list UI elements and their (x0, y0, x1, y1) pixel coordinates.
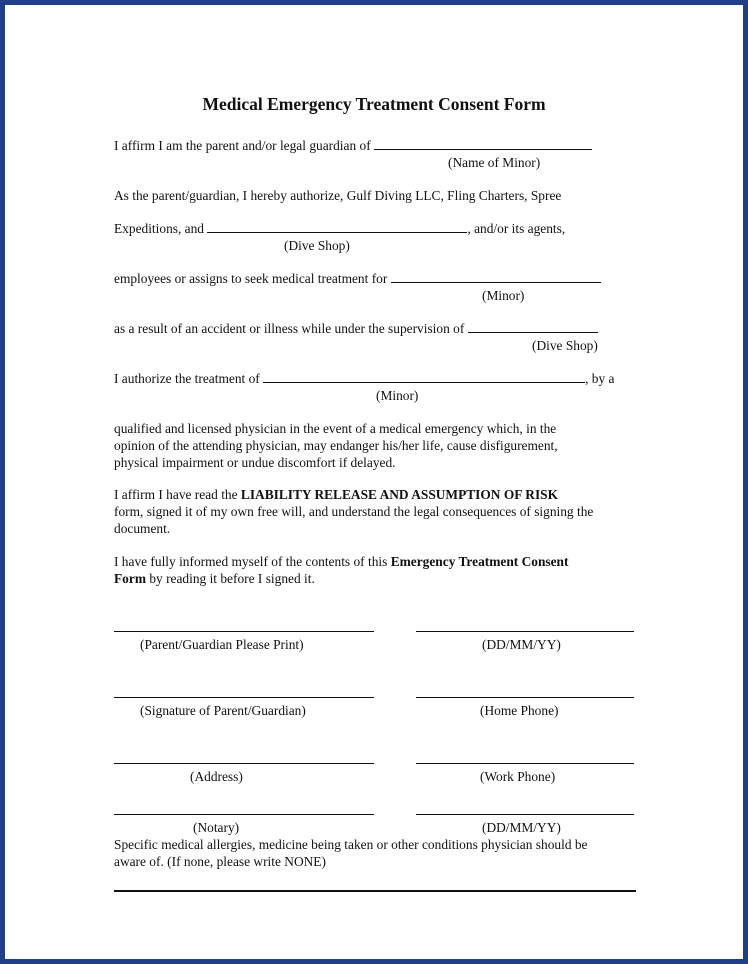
dive-shop-caption: (Dive Shop) (284, 238, 350, 253)
affirm-guardian-line: I affirm I am the parent and/or legal guardian of (114, 138, 592, 155)
address-caption: (Address) (190, 769, 243, 784)
supervision-line: as a result of an accident or illness while under the supervision of (114, 321, 598, 338)
informed-paragraph-line-2: Form by reading it before I signed it. (114, 571, 315, 586)
address-line[interactable] (114, 763, 374, 764)
minor-name-field[interactable] (374, 138, 592, 150)
treatment-minor-field[interactable] (263, 371, 585, 383)
allergies-paragraph-line-1: Specific medical allergies, medicine being taken or other conditions physician should be (114, 837, 588, 852)
form-title: Medical Emergency Treatment Consent Form (202, 94, 546, 114)
dive-shop-field[interactable] (207, 221, 467, 233)
treatment-line: I authorize the treatment of , by a (114, 371, 615, 386)
date-line-1[interactable] (416, 631, 634, 632)
dive-shop-caption-2: (Dive Shop) (532, 338, 598, 353)
minor-caption-2: (Minor) (376, 388, 419, 403)
work-phone-line[interactable] (416, 763, 634, 764)
date-caption-2: (DD/MM/YY) (482, 820, 561, 835)
date-line-2[interactable] (416, 814, 634, 815)
notary-caption: (Notary) (193, 820, 240, 835)
allergies-paragraph-line-2: aware of. (If none, please write NONE) (114, 854, 326, 869)
liability-paragraph-line-3: document. (114, 521, 171, 536)
minor-treatment-field[interactable] (391, 271, 601, 283)
date-caption-1: (DD/MM/YY) (482, 637, 561, 652)
parent-print-caption: (Parent/Guardian Please Print) (140, 637, 304, 652)
qualified-paragraph-line-2: opinion of the attending physician, may endanger his/her life, cause disfigurement, (114, 438, 558, 453)
supervision-dive-shop-field[interactable] (468, 321, 598, 333)
minor-caption: (Minor) (482, 288, 525, 303)
name-of-minor-caption: (Name of Minor) (448, 155, 541, 170)
informed-paragraph-line-1: I have fully informed myself of the contents of this Emergency Treatment Consent (114, 554, 569, 569)
home-phone-caption: (Home Phone) (480, 703, 559, 718)
liability-paragraph-line-1: I affirm I have read the LIABILITY RELEASE AND ASSUMPTION OF RISK (114, 487, 559, 502)
qualified-paragraph-line-1: qualified and licensed physician in the event of a medical emergency which, in the (114, 421, 557, 436)
allergies-answer-line[interactable] (114, 890, 636, 892)
parent-print-name-line[interactable] (114, 631, 374, 632)
expeditions-line: Expeditions, and , and/or its agents, (114, 221, 566, 236)
notary-line[interactable] (114, 814, 374, 815)
liability-paragraph-line-2: form, signed it of my own free will, and understand the legal consequences of signing the (114, 504, 594, 519)
qualified-paragraph-line-3: physical impairment or undue discomfort if delayed. (114, 455, 396, 470)
parent-signature-line[interactable] (114, 697, 374, 698)
work-phone-caption: (Work Phone) (480, 769, 556, 784)
employees-line: employees or assigns to seek medical treatment for (114, 271, 601, 288)
home-phone-line[interactable] (416, 697, 634, 698)
authorize-line: As the parent/guardian, I hereby authorize, Gulf Diving LLC, Fling Charters, Spree (114, 188, 562, 203)
parent-signature-caption: (Signature of Parent/Guardian) (140, 703, 306, 718)
